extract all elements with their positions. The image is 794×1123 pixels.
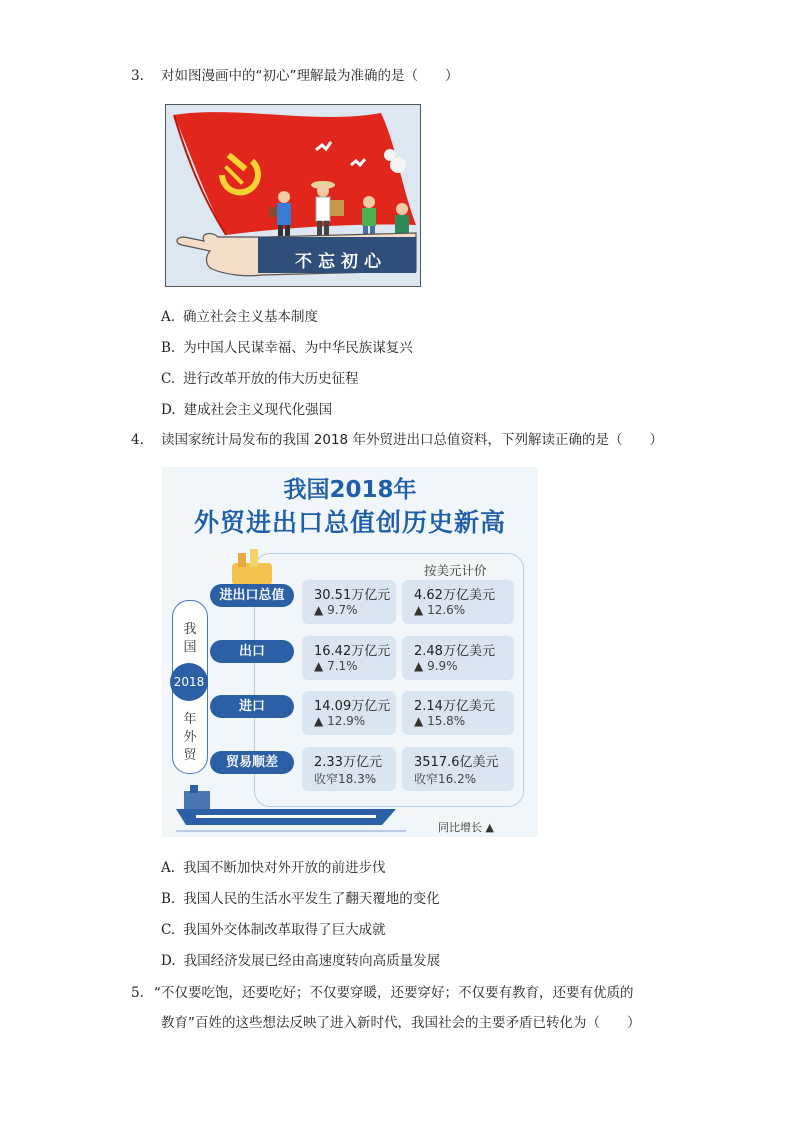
option-letter: B. bbox=[161, 891, 176, 907]
infographic-title-line1: 我国2018年 bbox=[283, 477, 417, 503]
growth-icon: ▲ bbox=[314, 714, 324, 728]
question-3-option-d[interactable] bbox=[161, 398, 332, 418]
question-4-option-d[interactable] bbox=[161, 949, 440, 969]
growth-icon: ▲ bbox=[414, 603, 424, 617]
question-4-option-b[interactable] bbox=[161, 887, 440, 907]
question-3-option-a[interactable] bbox=[161, 305, 318, 325]
row-label: 进出口总值 bbox=[210, 584, 294, 607]
rmb-value: 14.09万亿元 bbox=[314, 699, 391, 714]
option-text: 确立社会主义基本制度 bbox=[183, 309, 319, 325]
usd-value: 2.14万亿美元 bbox=[414, 699, 495, 714]
question-4-option-c[interactable] bbox=[161, 918, 386, 938]
option-text: 我国经济发展已经由高速度转向高质量发展 bbox=[183, 953, 441, 969]
rmb-value: 30.51万亿元 bbox=[314, 588, 391, 603]
option-letter: D. bbox=[161, 953, 176, 969]
rmb-change: 12.9% bbox=[327, 714, 366, 728]
banner-text: 不忘初心 bbox=[295, 252, 387, 272]
rmb-value: 2.33万亿元 bbox=[314, 755, 382, 770]
usd-cell bbox=[402, 636, 514, 680]
option-text: 我国人民的生活水平发生了翻天覆地的变化 bbox=[183, 891, 440, 907]
question-4-number: 4. bbox=[131, 432, 144, 448]
rmb-cell bbox=[302, 691, 396, 735]
cartoon-image bbox=[165, 104, 421, 287]
rmb-change: 9.7% bbox=[327, 603, 358, 617]
option-text: 我国不断加快对外开放的前进步伐 bbox=[183, 860, 386, 876]
question-3-option-b[interactable] bbox=[161, 336, 413, 356]
side-label-year: 2018 bbox=[170, 663, 208, 701]
row-label: 出口 bbox=[210, 640, 294, 663]
usd-change: 12.6% bbox=[427, 603, 466, 617]
question-3-stem: 对如图漫画中的“初心”理解最为准确的是（ ） bbox=[161, 68, 459, 84]
growth-icon: ▲ bbox=[314, 659, 324, 673]
usd-change: 9.9% bbox=[427, 659, 458, 673]
usd-value: 2.48万亿美元 bbox=[414, 644, 495, 659]
question-3-option-c[interactable] bbox=[161, 367, 359, 387]
usd-change: 收窄16.2% bbox=[414, 772, 477, 786]
rmb-value: 16.42万亿元 bbox=[314, 644, 391, 659]
growth-icon: ▲ bbox=[414, 659, 424, 673]
option-text: 建成社会主义现代化强国 bbox=[183, 402, 333, 418]
option-letter: D. bbox=[161, 402, 176, 418]
question-4-option-a[interactable] bbox=[161, 856, 386, 876]
trade-infographic bbox=[162, 467, 538, 837]
usd-cell bbox=[402, 580, 514, 624]
rmb-cell bbox=[302, 580, 396, 624]
question-5-number: 5. bbox=[131, 985, 144, 1001]
question-3-number: 3. bbox=[131, 68, 144, 84]
option-text: 我国外交体制改革取得了巨大成就 bbox=[183, 922, 386, 938]
side-label-top: 我国 bbox=[183, 622, 197, 655]
money-icon bbox=[228, 549, 276, 589]
option-text: 为中国人民谋幸福、为中华民族谋复兴 bbox=[183, 340, 413, 356]
usd-cell bbox=[402, 747, 514, 791]
ship-icon bbox=[176, 785, 406, 837]
option-letter: A. bbox=[161, 860, 176, 876]
option-letter: C. bbox=[161, 371, 176, 387]
growth-icon: ▲ bbox=[414, 714, 424, 728]
infographic-title-line2: 外贸进出口总值创历史新高 bbox=[193, 508, 506, 537]
side-label-bottom: 年外贸 bbox=[183, 712, 197, 763]
usd-change: 15.8% bbox=[427, 714, 466, 728]
growth-icon: ▲ bbox=[485, 821, 494, 834]
usd-value: 4.62万亿美元 bbox=[414, 588, 495, 603]
growth-icon: ▲ bbox=[314, 603, 324, 617]
usd-value: 3517.6亿美元 bbox=[414, 755, 499, 770]
rmb-cell bbox=[302, 636, 396, 680]
question-4-stem: 读国家统计局发布的我国 2018 年外贸进出口总值资料，下列解读正确的是（ ） bbox=[161, 432, 663, 448]
question-5-stem-line2: 教育”百姓的这些想法反映了进入新时代，我国社会的主要矛盾已转化为（ ） bbox=[161, 1015, 641, 1031]
option-letter: C. bbox=[161, 922, 176, 938]
legend-text: 同比增长 bbox=[438, 821, 482, 834]
rmb-change: 7.1% bbox=[327, 659, 358, 673]
legend bbox=[438, 819, 494, 835]
usd-cell bbox=[402, 691, 514, 735]
row-label: 进口 bbox=[210, 695, 294, 718]
option-letter: B. bbox=[161, 340, 176, 356]
row-label: 贸易顺差 bbox=[210, 751, 294, 774]
question-5-stem-line1: “不仅要吃饱，还要吃好；不仅要穿暖，还要穿好；不仅要有教育，还要有优质的 bbox=[154, 985, 634, 1001]
option-text: 进行改革开放的伟大历史征程 bbox=[183, 371, 359, 387]
side-label bbox=[172, 600, 208, 774]
option-letter: A. bbox=[161, 309, 176, 325]
unit-label: 按美元计价 bbox=[424, 563, 487, 578]
rmb-change: 收窄18.3% bbox=[314, 772, 377, 786]
